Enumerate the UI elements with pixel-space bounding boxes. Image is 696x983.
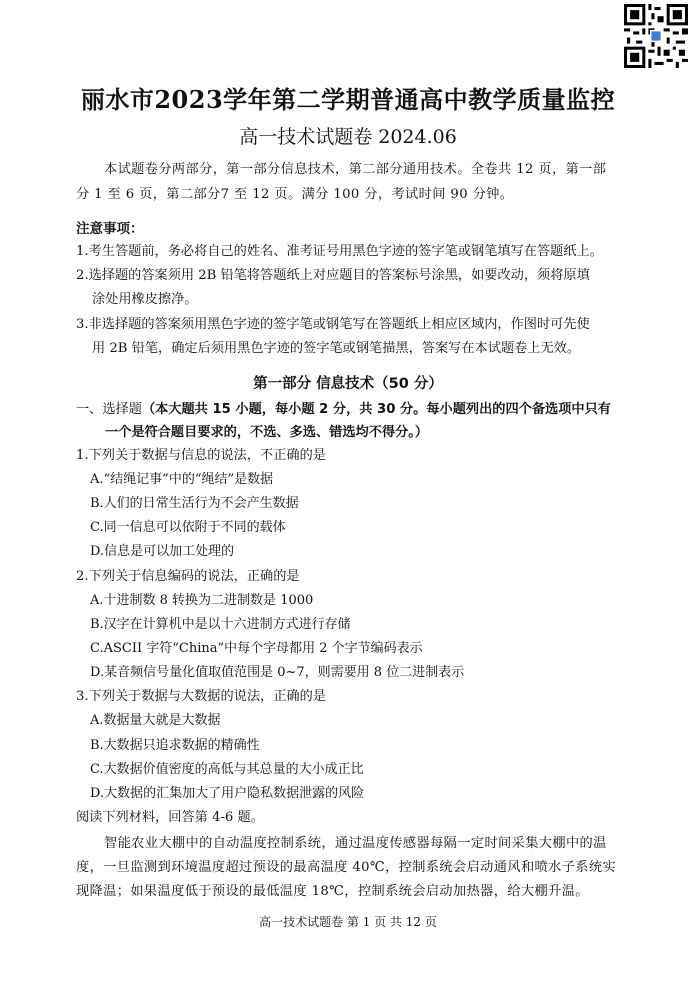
part-heading	[76, 398, 611, 417]
part-description: （本大题共 15 小题，每小题 2 分，共 30 分。每小题列出的四个备选项中只有	[141, 402, 611, 417]
question-option: A.“结绳记事”中的“绳结”是数据	[90, 472, 274, 487]
note-line: 涂处用橡皮擦净。	[92, 292, 198, 307]
question-stem: 3.下列关于数据与大数据的说法，正确的是	[76, 689, 326, 704]
question-option: C.ASCII 字符“China”中每个字母都用 2 个字节编码表示	[90, 641, 423, 656]
page-footer: 高一技术试题卷 第 1 页 共 12 页	[259, 915, 437, 929]
question-option: C.大数据价值密度的高低与其总量的大小成正比	[90, 762, 364, 777]
question-option: D.大数据的汇集加大了用户隐私数据泄露的风险	[90, 786, 365, 801]
question-option: C.同一信息可以依附于不同的载体	[90, 520, 286, 535]
intro-line-1: 本试题卷分两部分，第一部分信息技术，第二部分通用技术。全卷共 12 页，第一部	[104, 162, 607, 177]
question-option: B.大数据只追求数据的精确性	[90, 738, 260, 753]
notes-heading: 注意事项：	[76, 221, 144, 237]
intro-line-2: 分 1 至 6 页，第二部分7 至 12 页。满分 100 分，考试时间 90 分钟。	[76, 187, 514, 202]
page-subtitle: 高一技术试题卷 2024.06	[239, 126, 457, 148]
part-description-2: 一个是符合题目要求的，不选、多选、错选均不得分。）	[105, 425, 429, 440]
note-line: 3.非选择题的答案须用黑色字迹的签字笔或钢笔写在答题纸上相应区域内，作图时可先使	[76, 317, 590, 332]
reading-intro: 阅读下列材料，回答第 4-6 题。	[76, 810, 264, 825]
note-line: 2.选择题的答案须用 2B 铅笔将答题纸上对应题目的答案标号涂黑，如要改动，须将原填	[76, 268, 590, 283]
question-stem: 2.下列关于信息编码的说法，正确的是	[76, 569, 300, 584]
question-option: B.人们的日常生活行为不会产生数据	[90, 496, 299, 511]
reading-line: 现降温；如果温度低于预设的最低温度 18℃，控制系统会启动加热器，给大棚升温。	[76, 884, 589, 899]
note-line: 1.考生答题前，务必将自己的姓名、准考证号用黑色字迹的签字笔或钢笔填写在答题纸上。	[76, 244, 603, 259]
reading-line: 智能农业大棚中的自动温度控制系统，通过温度传感器每隔一定时间采集大棚中的温	[104, 836, 607, 851]
question-option: B.汉字在计算机中是以十六进制方式进行存储	[90, 617, 351, 632]
part-label: 一、选择题	[76, 402, 142, 417]
qr-code-icon	[624, 4, 688, 68]
question-option: A.十进制数 8 转换为二进制数是 1000	[90, 593, 314, 608]
question-option: D.信息是可以加工处理的	[90, 544, 235, 559]
question-option: A.数据量大就是大数据	[90, 713, 221, 728]
section-title: 第一部分 信息技术（50 分）	[253, 376, 443, 392]
note-line: 用 2B 铅笔，确定后须用黑色字迹的签字笔或钢笔描黑，答案写在本试题卷上无效。	[92, 341, 581, 356]
reading-line: 度，一旦监测到环境温度超过预设的最高温度 40℃，控制系统会启动通风和喷水子系统实	[76, 860, 617, 875]
page-title: 丽水市2023学年第二学期普通高中教学质量监控	[80, 85, 616, 114]
question-stem: 1.下列关于数据与信息的说法，不正确的是	[76, 448, 326, 463]
question-option: D.某音频信号量化值取值范围是 0~7，则需要用 8 位二进制表示	[90, 665, 465, 680]
